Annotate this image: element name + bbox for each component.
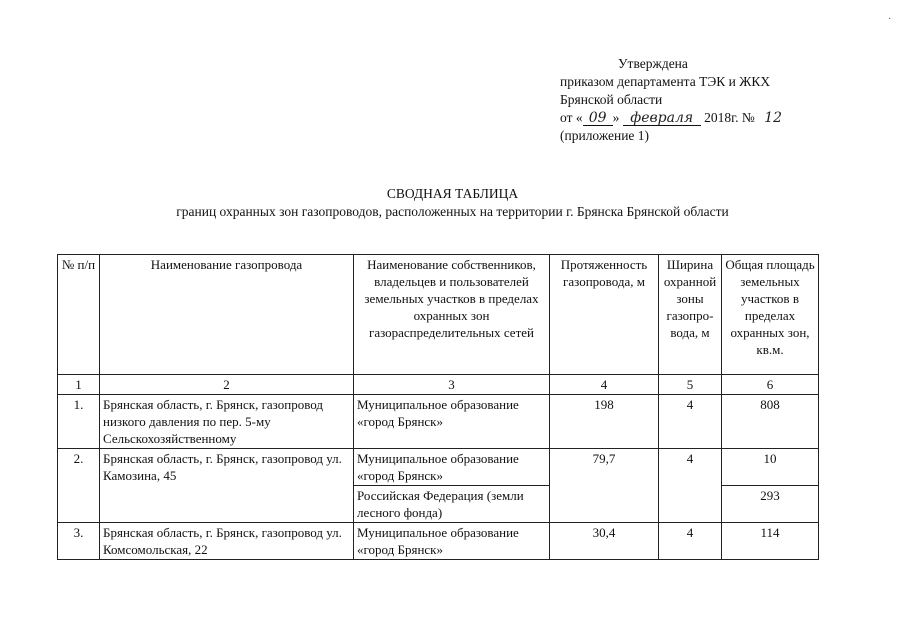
row-owner: Муниципальное образование «город Брянск» — [354, 395, 550, 449]
column-number-row — [58, 375, 819, 395]
approval-appendix: (приложение 1) — [560, 128, 650, 143]
summary-table — [57, 254, 819, 560]
col-number: 4 — [550, 375, 659, 395]
table-row — [58, 449, 819, 486]
row-length: 79,7 — [550, 449, 659, 523]
handwritten-day: 09 — [583, 111, 613, 126]
handwritten-number: 12 — [764, 110, 783, 126]
header-no: № п/п — [58, 255, 100, 375]
row-area: 114 — [722, 523, 819, 560]
row-area: 808 — [722, 395, 819, 449]
date-year: 2018г. № — [704, 110, 755, 125]
col-number: 1 — [58, 375, 100, 395]
row-owner: Российская Федерация (земли лесного фонда) — [354, 486, 550, 523]
row-no: 2. — [58, 449, 100, 523]
col-number: 6 — [722, 375, 819, 395]
date-mid: » — [612, 110, 620, 125]
approval-block — [560, 55, 788, 145]
row-owner: Муниципальное образование «город Брянск» — [354, 523, 550, 560]
row-width: 4 — [659, 523, 722, 560]
row-length: 30,4 — [550, 523, 659, 560]
row-width: 4 — [659, 395, 722, 449]
row-area: 293 — [722, 486, 819, 523]
doc-subtitle: границ охранных зон газопроводов, расположенных на территории г. Брянска Брянской области — [176, 204, 729, 219]
approval-region: Брянской области — [560, 92, 663, 107]
row-owner: Муниципальное образование «город Брянск» — [354, 449, 550, 486]
header-width: Ширина охранной зоны газопро-вода, м — [659, 255, 722, 375]
header-length: Протяженность газопровода, м — [550, 255, 659, 375]
table-row — [58, 395, 819, 449]
row-name: Брянская область, г. Брянск, газопровод ул. Камозина, 45 — [100, 449, 354, 523]
header-name: Наименование газопровода — [100, 255, 354, 375]
scan-speck: · — [888, 14, 892, 25]
row-name: Брянская область, г. Брянск, газопровод низкого давления по пер. 5-му Сельскохозяйственному — [100, 395, 354, 449]
row-width: 4 — [659, 449, 722, 523]
table-row — [58, 523, 819, 560]
row-no: 3. — [58, 523, 100, 560]
table-header-row — [58, 255, 819, 375]
doc-title: СВОДНАЯ ТАБЛИЦА — [386, 186, 519, 201]
row-area: 10 — [722, 449, 819, 486]
row-no: 1. — [58, 395, 100, 449]
row-length: 198 — [550, 395, 659, 449]
approval-heading: Утверждена — [618, 56, 688, 71]
header-owners: Наименование собственников, владельцев и пользователей земельных участков в пределах охранных зон газораспределительных сетей — [354, 255, 550, 375]
row-name: Брянская область, г. Брянск, газопровод ул. Комсомольская, 22 — [100, 523, 354, 560]
col-number: 2 — [100, 375, 354, 395]
approval-order: приказом департамента ТЭК и ЖКХ — [560, 74, 771, 89]
date-prefix: от « — [560, 110, 583, 125]
header-area: Общая площадь земельных участков в пределах охранных зон, кв.м. — [722, 255, 819, 375]
approval-date-line — [560, 109, 788, 127]
col-number: 5 — [659, 375, 722, 395]
col-number: 3 — [354, 375, 550, 395]
handwritten-month: февраля — [623, 111, 701, 126]
